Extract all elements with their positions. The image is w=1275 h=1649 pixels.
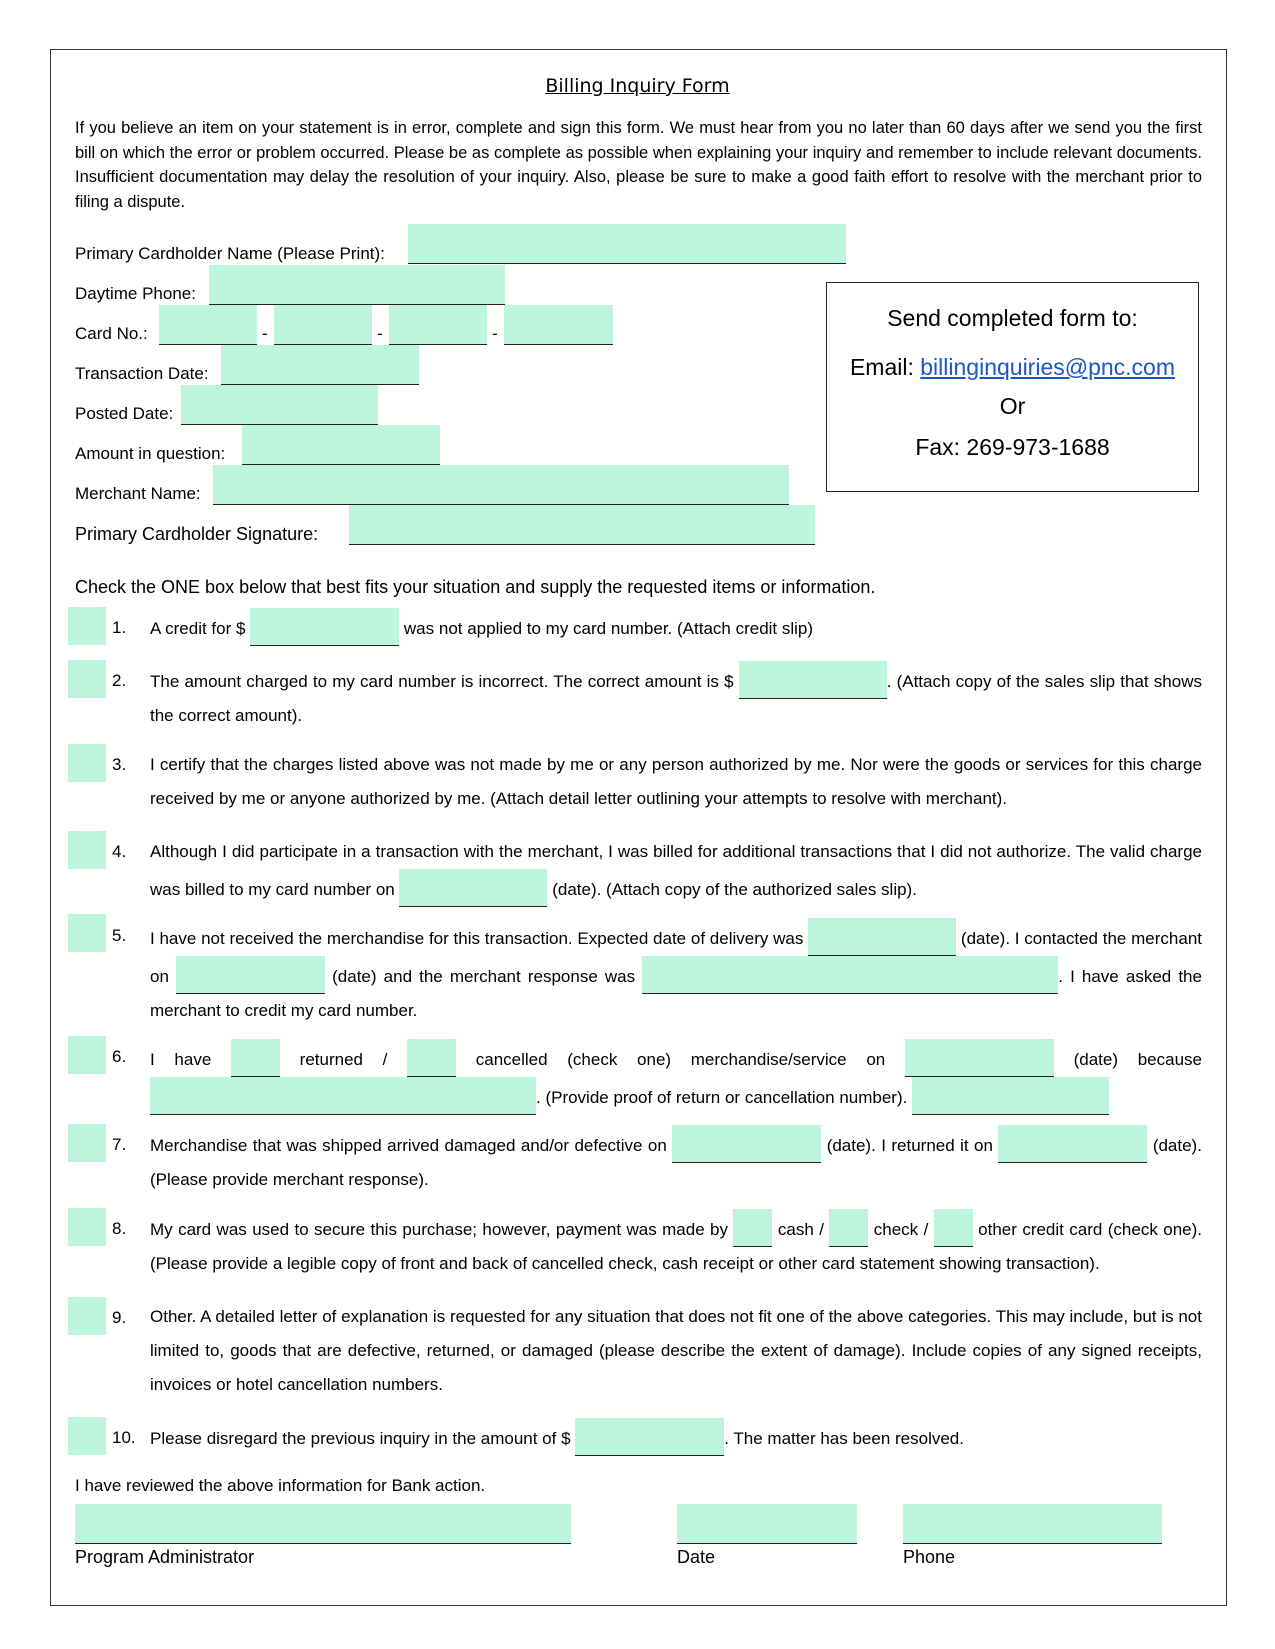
item-9-text: Other. A detailed letter of explanation is requested for any situation that does not fit one of the above categories. This may include, but is not limited to, goods that are defective, returned, or damaged (please describe the extent of damage). Include copies of any signed receipts, invoices or hotel cancellation numbers. <box>150 1307 1202 1394</box>
card-no-dash-1: - <box>262 324 268 343</box>
item-number-1: 1. <box>112 618 127 637</box>
send-to-box <box>826 282 1199 492</box>
card-no-label: Card No.: <box>75 324 148 343</box>
item-8-text-d: other credit card (check one). (Please provide a legible copy of front and back of cancelled check, cash receipt or other card statement showing transaction). <box>150 1220 1203 1273</box>
checkbox-7[interactable] <box>68 1124 106 1162</box>
phone-label: Phone <box>903 1547 956 1567</box>
item-6-cancelled-field[interactable] <box>407 1039 456 1077</box>
item-8-text-b: cash / <box>777 1220 824 1239</box>
phone-field[interactable] <box>903 1504 1162 1544</box>
item-4-text-a: Although I did participate in a transaction with the merchant, I was billed for additional transactions that I did not authorize. The valid charge was billed to my card number on <box>150 842 1202 899</box>
check-instruction: Check the ONE box below that best fits your situation and supply the requested items or information. <box>75 577 876 597</box>
checkbox-4[interactable] <box>68 831 106 869</box>
program-administrator-label: Program Administrator <box>75 1547 255 1567</box>
checkbox-8[interactable] <box>68 1208 106 1246</box>
item-5-text-a: I have not received the merchandise for this transaction. Expected date of delivery was <box>150 929 804 948</box>
item-7-text-c: (date). (Please provide merchant response). <box>150 1136 1202 1189</box>
item-8-check-field[interactable] <box>829 1209 868 1247</box>
checkbox-9[interactable] <box>68 1297 106 1335</box>
posted-date-label: Posted Date: <box>75 404 174 423</box>
item-7-damaged-date-field[interactable] <box>672 1125 821 1163</box>
item-number-5: 5. <box>112 926 127 945</box>
item-6-text-c: cancelled (check one) merchandise/service on <box>475 1050 886 1069</box>
item-6-returned-field[interactable] <box>231 1039 280 1077</box>
item-10-text-a: Please disregard the previous inquiry in the amount of $ <box>150 1429 571 1448</box>
checkbox-1[interactable] <box>68 607 106 645</box>
cardholder-name-field[interactable] <box>408 224 846 264</box>
item-number-3: 3. <box>112 755 127 774</box>
item-number-6: 6. <box>112 1047 127 1066</box>
item-3-text: I certify that the charges listed above was not made by me or any person authorized by me. Nor were the goods or services for this charge received by me or anyone authorized by me. (Attach detail letter outlining your attempts to resolve with merchant). <box>150 755 1202 808</box>
item-8 <box>150 1209 1202 1281</box>
item-10 <box>150 1418 1202 1456</box>
item-4-date-field[interactable] <box>399 869 547 907</box>
item-6-reason-field[interactable] <box>150 1077 536 1115</box>
item-2-text-a: The amount charged to my card number is incorrect. The correct amount is $ <box>150 672 734 691</box>
item-5-text-b: (date). I contacted the merchant on <box>150 929 1202 986</box>
item-number-4: 4. <box>112 842 127 861</box>
merchant-name-field[interactable] <box>213 465 789 505</box>
item-5-text-d: . I have asked the merchant to credit my card number. <box>150 967 1202 1020</box>
item-5-text-c: (date) and the merchant response was <box>332 967 636 986</box>
checkbox-10[interactable] <box>68 1417 106 1455</box>
card-no-field-3[interactable] <box>389 305 487 345</box>
item-8-cash-field[interactable] <box>733 1209 772 1247</box>
item-7-text-a: Merchandise that was shipped arrived damaged and/or defective on <box>150 1136 667 1155</box>
signature-label: Primary Cardholder Signature: <box>75 524 319 544</box>
merchant-name-label: Merchant Name: <box>75 484 201 503</box>
checkbox-2[interactable] <box>68 660 106 698</box>
date-field[interactable] <box>677 1504 857 1544</box>
item-8-text-c: check / <box>873 1220 929 1239</box>
program-administrator-field[interactable] <box>75 1504 571 1544</box>
item-5-delivery-date-field[interactable] <box>808 918 956 956</box>
item-1-credit-amount-field[interactable] <box>250 608 399 646</box>
form-title: Billing Inquiry Form <box>545 75 730 97</box>
item-4 <box>150 835 1202 907</box>
transaction-date-label: Transaction Date: <box>75 364 209 383</box>
posted-date-field[interactable] <box>181 385 378 425</box>
item-7 <box>150 1125 1202 1197</box>
item-5-contact-date-field[interactable] <box>176 956 325 994</box>
card-no-field-1[interactable] <box>159 305 257 345</box>
checkbox-6[interactable] <box>68 1036 106 1074</box>
transaction-date-field[interactable] <box>221 345 419 385</box>
item-1-text-a: A credit for $ <box>150 619 246 638</box>
item-2-correct-amount-field[interactable] <box>739 661 887 699</box>
amount-label: Amount in question: <box>75 444 226 463</box>
send-heading: Send completed form to: <box>887 305 1138 331</box>
fax-text: Fax: 269-973-1688 <box>915 434 1110 460</box>
item-number-9: 9. <box>112 1308 127 1327</box>
item-2 <box>150 661 1202 733</box>
item-7-text-b: (date). I returned it on <box>826 1136 993 1155</box>
item-number-10: 10. <box>112 1428 136 1447</box>
signature-field[interactable] <box>349 505 815 545</box>
item-4-text-b: (date). (Attach copy of the authorized sales slip). <box>552 880 917 899</box>
item-8-text-a: My card was used to secure this purchase; however, payment was made by <box>150 1220 729 1239</box>
item-10-amount-field[interactable] <box>575 1418 724 1456</box>
card-no-field-4[interactable] <box>504 305 613 345</box>
item-6-proof-field[interactable] <box>912 1077 1109 1115</box>
email-link[interactable]: billinginquiries@pnc.com <box>920 354 1176 380</box>
intro-text: If you believe an item on your statement is in error, complete and sign this form. We must hear from you no later than 60 days after we send you the first bill on which the error or problem occurred. Please be as complete as possible when explaining your inquiry and remember to include relevant documents. Insufficient documentation may delay the resolution of your inquiry. Also, please be sure to make a good faith effort to resolve with the merchant prior to filing a dispute. <box>75 119 1202 211</box>
card-no-dash-3: - <box>492 324 498 343</box>
item-number-7: 7. <box>112 1135 127 1154</box>
item-8-other-card-field[interactable] <box>934 1209 973 1247</box>
item-7-returned-date-field[interactable] <box>998 1125 1147 1163</box>
amount-field[interactable] <box>242 425 440 465</box>
item-5-response-field[interactable] <box>642 956 1058 994</box>
cardholder-name-label: Primary Cardholder Name (Please Print): <box>75 244 385 263</box>
item-10-text-b: . The matter has been resolved. <box>724 1429 964 1448</box>
item-6 <box>150 1039 1202 1115</box>
card-no-dash-2: - <box>377 324 383 343</box>
item-1 <box>150 608 1202 646</box>
item-1-text-b: was not applied to my card number. (Attach credit slip) <box>403 619 814 638</box>
email-line <box>827 354 1198 381</box>
daytime-phone-field[interactable] <box>209 265 505 305</box>
card-no-field-2[interactable] <box>274 305 372 345</box>
date-label: Date <box>677 1547 716 1567</box>
item-6-text-b: returned / <box>299 1050 388 1069</box>
item-2-text-b: . (Attach copy of the sales slip that shows the correct amount). <box>150 672 1202 725</box>
email-label: Email: <box>849 354 914 380</box>
review-statement: I have reviewed the above information for Bank action. <box>75 1476 486 1495</box>
item-6-text-e: . (Provide proof of return or cancellation number). <box>536 1088 908 1107</box>
item-6-text-a: I have <box>150 1050 212 1069</box>
item-number-8: 8. <box>112 1219 127 1238</box>
checkbox-3[interactable] <box>68 744 106 782</box>
item-6-text-d: (date) because <box>1073 1050 1202 1069</box>
daytime-phone-label: Daytime Phone: <box>75 284 196 303</box>
item-5 <box>150 918 1202 1028</box>
or-text: Or <box>999 393 1026 419</box>
item-number-2: 2. <box>112 671 127 690</box>
checkbox-5[interactable] <box>68 914 106 952</box>
item-6-date-field[interactable] <box>905 1039 1054 1077</box>
